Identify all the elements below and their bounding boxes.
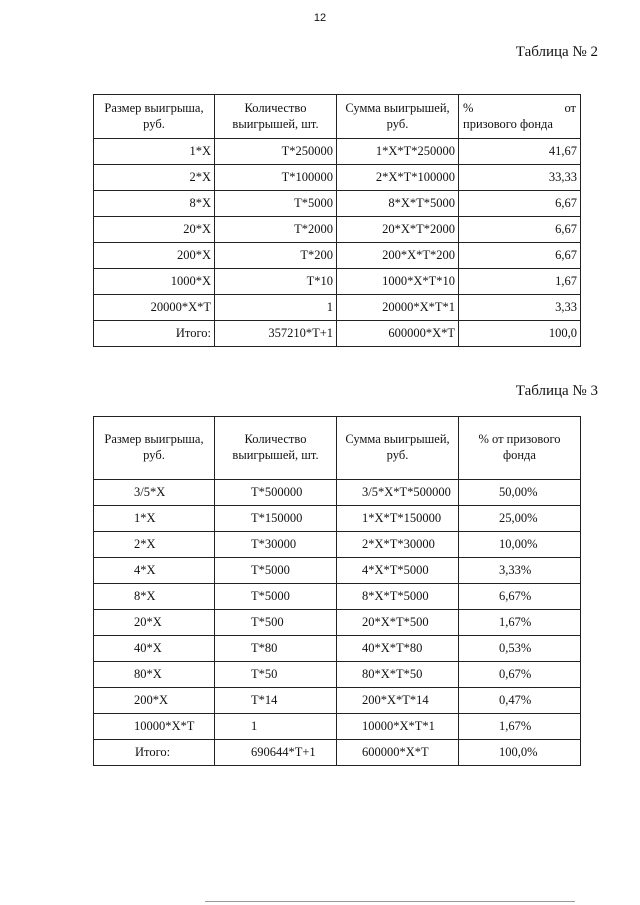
- table-row: [94, 165, 581, 191]
- header-size: Размер выигрыша, руб.: [94, 95, 215, 139]
- header-sum: Сумма выигрышей, руб.: [337, 417, 459, 480]
- table-row: [94, 610, 581, 636]
- cell-sum: 80*X*T*50: [337, 662, 459, 688]
- cell-count: 1: [215, 295, 337, 321]
- table-row: [94, 269, 581, 295]
- cell-count: T*200: [215, 243, 337, 269]
- cell-sum: 2*X*T*30000: [337, 532, 459, 558]
- cell-count: T*5000: [215, 584, 337, 610]
- header-percent-from: от: [564, 100, 576, 115]
- table-total-row: [94, 740, 581, 766]
- cell-sum: 200*X*T*14: [337, 688, 459, 714]
- table-row: [94, 714, 581, 740]
- cell-count: T*500000: [215, 480, 337, 506]
- cell-count: 1: [215, 714, 337, 740]
- cell-count: T*500: [215, 610, 337, 636]
- cell-size: 1*X: [94, 139, 215, 165]
- cell-count: T*5000: [215, 191, 337, 217]
- table-row: [94, 295, 581, 321]
- table-row: [94, 688, 581, 714]
- cell-size: 20*X: [94, 217, 215, 243]
- cell-sum: 10000*X*T*1: [337, 714, 459, 740]
- header-count: Количество выигрышей, шт.: [215, 95, 337, 139]
- cell-count: T*2000: [215, 217, 337, 243]
- cell-count: T*10: [215, 269, 337, 295]
- header-count: Количество выигрышей, шт.: [215, 417, 337, 480]
- cell-percent: 0,53%: [459, 636, 581, 662]
- table-row: [94, 558, 581, 584]
- cell-size: 2*X: [94, 532, 215, 558]
- table-header-row: [94, 95, 581, 139]
- prize-table-2: [93, 94, 581, 347]
- cell-count: T*100000: [215, 165, 337, 191]
- table-row: [94, 506, 581, 532]
- cell-percent: 25,00%: [459, 506, 581, 532]
- cell-sum: 2*X*T*100000: [337, 165, 459, 191]
- cell-sum: 3/5*X*T*500000: [337, 480, 459, 506]
- table-row: [94, 532, 581, 558]
- prize-table-3: [93, 416, 581, 766]
- cell-percent: 100,0%: [459, 740, 581, 766]
- cell-percent: 3,33%: [459, 558, 581, 584]
- cell-size: 20000*X*T: [94, 295, 215, 321]
- cell-percent: 6,67: [459, 191, 581, 217]
- header-percent-fund: призового фонда: [463, 116, 553, 131]
- cell-percent: 50,00%: [459, 480, 581, 506]
- cell-size: Итого:: [94, 740, 215, 766]
- table-row: [94, 636, 581, 662]
- cell-size: 4*X: [94, 558, 215, 584]
- cell-size: 20*X: [94, 610, 215, 636]
- cell-percent: 6,67%: [459, 584, 581, 610]
- cell-count: T*250000: [215, 139, 337, 165]
- cell-percent: 33,33: [459, 165, 581, 191]
- cell-sum: 8*X*T*5000: [337, 584, 459, 610]
- cell-count: T*150000: [215, 506, 337, 532]
- cell-sum: 8*X*T*5000: [337, 191, 459, 217]
- table-row: [94, 139, 581, 165]
- cell-size: 8*X: [94, 584, 215, 610]
- cell-count: T*50: [215, 662, 337, 688]
- cell-count: T*80: [215, 636, 337, 662]
- header-sum: Сумма выигрышей, руб.: [337, 95, 459, 139]
- cell-percent: 0,67%: [459, 662, 581, 688]
- table-row: [94, 584, 581, 610]
- header-size: Размер выигрыша, руб.: [94, 417, 215, 480]
- cell-sum: 1000*X*T*10: [337, 269, 459, 295]
- cell-size: 200*X: [94, 688, 215, 714]
- cell-size: 200*X: [94, 243, 215, 269]
- cell-percent: 1,67%: [459, 714, 581, 740]
- bottom-divider: [205, 901, 575, 902]
- cell-percent: 10,00%: [459, 532, 581, 558]
- cell-size: 2*X: [94, 165, 215, 191]
- cell-size: 80*X: [94, 662, 215, 688]
- cell-size: 1000*X: [94, 269, 215, 295]
- table-header-row: [94, 417, 581, 480]
- cell-count: T*14: [215, 688, 337, 714]
- table-3-title: Таблица № 3: [515, 383, 598, 399]
- cell-sum: 600000*X*T: [337, 740, 459, 766]
- cell-percent: 1,67%: [459, 610, 581, 636]
- cell-percent: 6,67: [459, 217, 581, 243]
- table-row: [94, 480, 581, 506]
- cell-sum: 20*X*T*500: [337, 610, 459, 636]
- header-percent: [459, 95, 581, 139]
- page-number: 12: [313, 12, 327, 24]
- cell-size: 3/5*X: [94, 480, 215, 506]
- header-percent: % от призового фонда: [459, 417, 581, 480]
- cell-percent: 3,33: [459, 295, 581, 321]
- cell-sum: 1*X*T*150000: [337, 506, 459, 532]
- cell-percent: 1,67: [459, 269, 581, 295]
- table-row: [94, 191, 581, 217]
- cell-sum: 40*X*T*80: [337, 636, 459, 662]
- cell-count: T*5000: [215, 558, 337, 584]
- cell-sum: 200*X*T*200: [337, 243, 459, 269]
- cell-percent: 41,67: [459, 139, 581, 165]
- table-2-title: Таблица № 2: [515, 44, 598, 60]
- table-row: [94, 662, 581, 688]
- cell-size: 10000*X*T: [94, 714, 215, 740]
- cell-percent: 0,47%: [459, 688, 581, 714]
- cell-sum: 600000*X*T: [337, 321, 459, 347]
- cell-percent: 100,0: [459, 321, 581, 347]
- cell-size: 8*X: [94, 191, 215, 217]
- cell-sum: 1*X*T*250000: [337, 139, 459, 165]
- cell-count: T*30000: [215, 532, 337, 558]
- table-total-row: [94, 321, 581, 347]
- cell-sum: 4*X*T*5000: [337, 558, 459, 584]
- header-percent-sign: %: [463, 100, 474, 115]
- table-row: [94, 217, 581, 243]
- cell-size: 40*X: [94, 636, 215, 662]
- cell-sum: 20000*X*T*1: [337, 295, 459, 321]
- table-row: [94, 243, 581, 269]
- cell-count: 690644*T+1: [215, 740, 337, 766]
- cell-percent: 6,67: [459, 243, 581, 269]
- cell-sum: 20*X*T*2000: [337, 217, 459, 243]
- cell-size: 1*X: [94, 506, 215, 532]
- cell-count: 357210*T+1: [215, 321, 337, 347]
- cell-size: Итого:: [94, 321, 215, 347]
